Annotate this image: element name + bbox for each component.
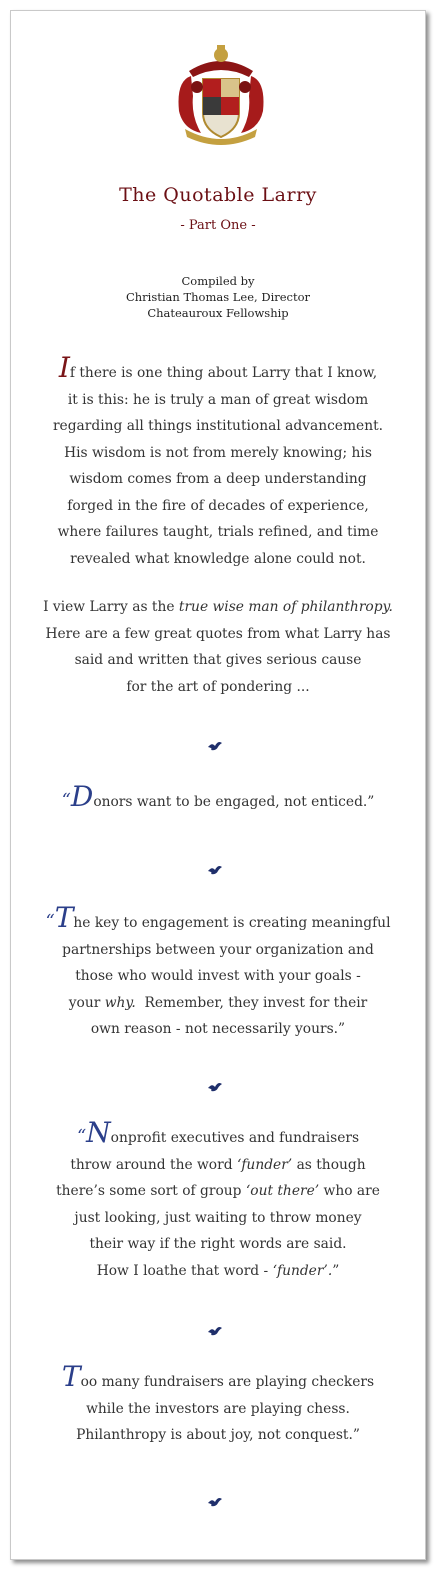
open-quote-mark: “ xyxy=(61,790,71,811)
intro-line: His wisdom is not from merely knowing; his xyxy=(64,444,372,461)
dove-icon xyxy=(207,1496,223,1508)
intro-line: wisdom comes from a deep understanding xyxy=(69,471,367,487)
intro2-line: Here are a few great quotes from what Larry has xyxy=(45,625,391,642)
quote-four xyxy=(25,1360,411,1449)
quote-text: ” xyxy=(332,1262,340,1279)
quote-line: own reason - not necessarily yours.” xyxy=(90,1021,346,1037)
author-line: Christian Thomas Lee, Director xyxy=(125,290,311,304)
quote-emphasis: ‘out there’ xyxy=(245,1183,320,1199)
drop-cap: I xyxy=(58,351,70,384)
quote-text: there’s some sort of group xyxy=(56,1183,246,1199)
quote-text: onors want to be engaged, not enticed.” xyxy=(93,794,375,810)
document-page xyxy=(10,10,426,1560)
dove-icon xyxy=(207,864,223,876)
intro2-text: I view Larry as the xyxy=(43,599,179,615)
quote-text: your xyxy=(68,994,105,1011)
quote-text: who are xyxy=(319,1183,380,1199)
quote-text: Remember, they invest for their xyxy=(135,994,368,1011)
open-quote-mark: “ xyxy=(45,911,55,932)
drop-cap: N xyxy=(86,1116,111,1149)
quote-emphasis: ‘funder’. xyxy=(272,1262,333,1279)
drop-cap: D xyxy=(70,780,94,813)
organization-line: Chateauroux Fellowship xyxy=(147,306,289,320)
compiled-by-block xyxy=(11,273,425,321)
intro-line: revealed what knowledge alone could not. xyxy=(70,550,366,567)
intro2-line: for the art of pondering ... xyxy=(126,678,310,695)
page-title: The Quotable Larry xyxy=(119,184,317,206)
quote-line: onprofit executives and fundraisers xyxy=(110,1130,360,1146)
drop-cap: T xyxy=(54,901,74,934)
intro-paragraph xyxy=(25,351,411,572)
intro-line: f there is one thing about Larry that I know, xyxy=(69,365,378,381)
intro-line: it is this: he is truly a man of great wisdom xyxy=(67,391,369,408)
dove-icon xyxy=(207,1081,223,1093)
quote-text: as though xyxy=(292,1156,366,1173)
quote-line: their way if the right words are said. xyxy=(89,1236,347,1252)
intro-line: where failures taught, trials refined, and time xyxy=(57,524,379,540)
quote-one xyxy=(25,780,411,816)
dove-icon xyxy=(207,1325,223,1337)
quote-line: just looking, just waiting to throw money xyxy=(74,1209,362,1226)
quote-line: while the investors are playing chess. xyxy=(86,1400,350,1417)
quote-text: throw around the word xyxy=(70,1156,237,1173)
drop-cap: T xyxy=(61,1360,81,1393)
quote-line: Philanthropy is about joy, not conquest.” xyxy=(76,1427,360,1443)
quote-text: How I loathe that word - xyxy=(96,1262,273,1279)
quote-line: he key to engagement is creating meaningful xyxy=(73,915,391,931)
quote-line: partnerships between your organization and xyxy=(62,941,374,958)
quote-emphasis: why. xyxy=(104,994,136,1011)
quote-line: oo many fundraisers are playing checkers xyxy=(80,1374,375,1390)
dove-icon xyxy=(207,740,223,752)
compiled-label: Compiled by xyxy=(181,274,255,288)
quote-emphasis: ‘funder’ xyxy=(236,1156,293,1173)
quote-two xyxy=(25,901,411,1043)
coat-of-arms-crest xyxy=(171,41,271,151)
intro2-emphasis: true wise man of philanthropy. xyxy=(178,599,393,615)
quote-line: those who would invest with your goals - xyxy=(75,968,361,984)
quote-three xyxy=(25,1116,411,1284)
intro-line: forged in the fire of decades of experience, xyxy=(67,497,369,514)
intro-line: regarding all things institutional advancement. xyxy=(52,418,384,434)
intro2-line: said and written that gives serious cause xyxy=(74,652,362,668)
page-subtitle: - Part One - xyxy=(180,218,256,233)
intro-paragraph-two xyxy=(25,594,411,700)
open-quote-mark: “ xyxy=(76,1126,87,1147)
